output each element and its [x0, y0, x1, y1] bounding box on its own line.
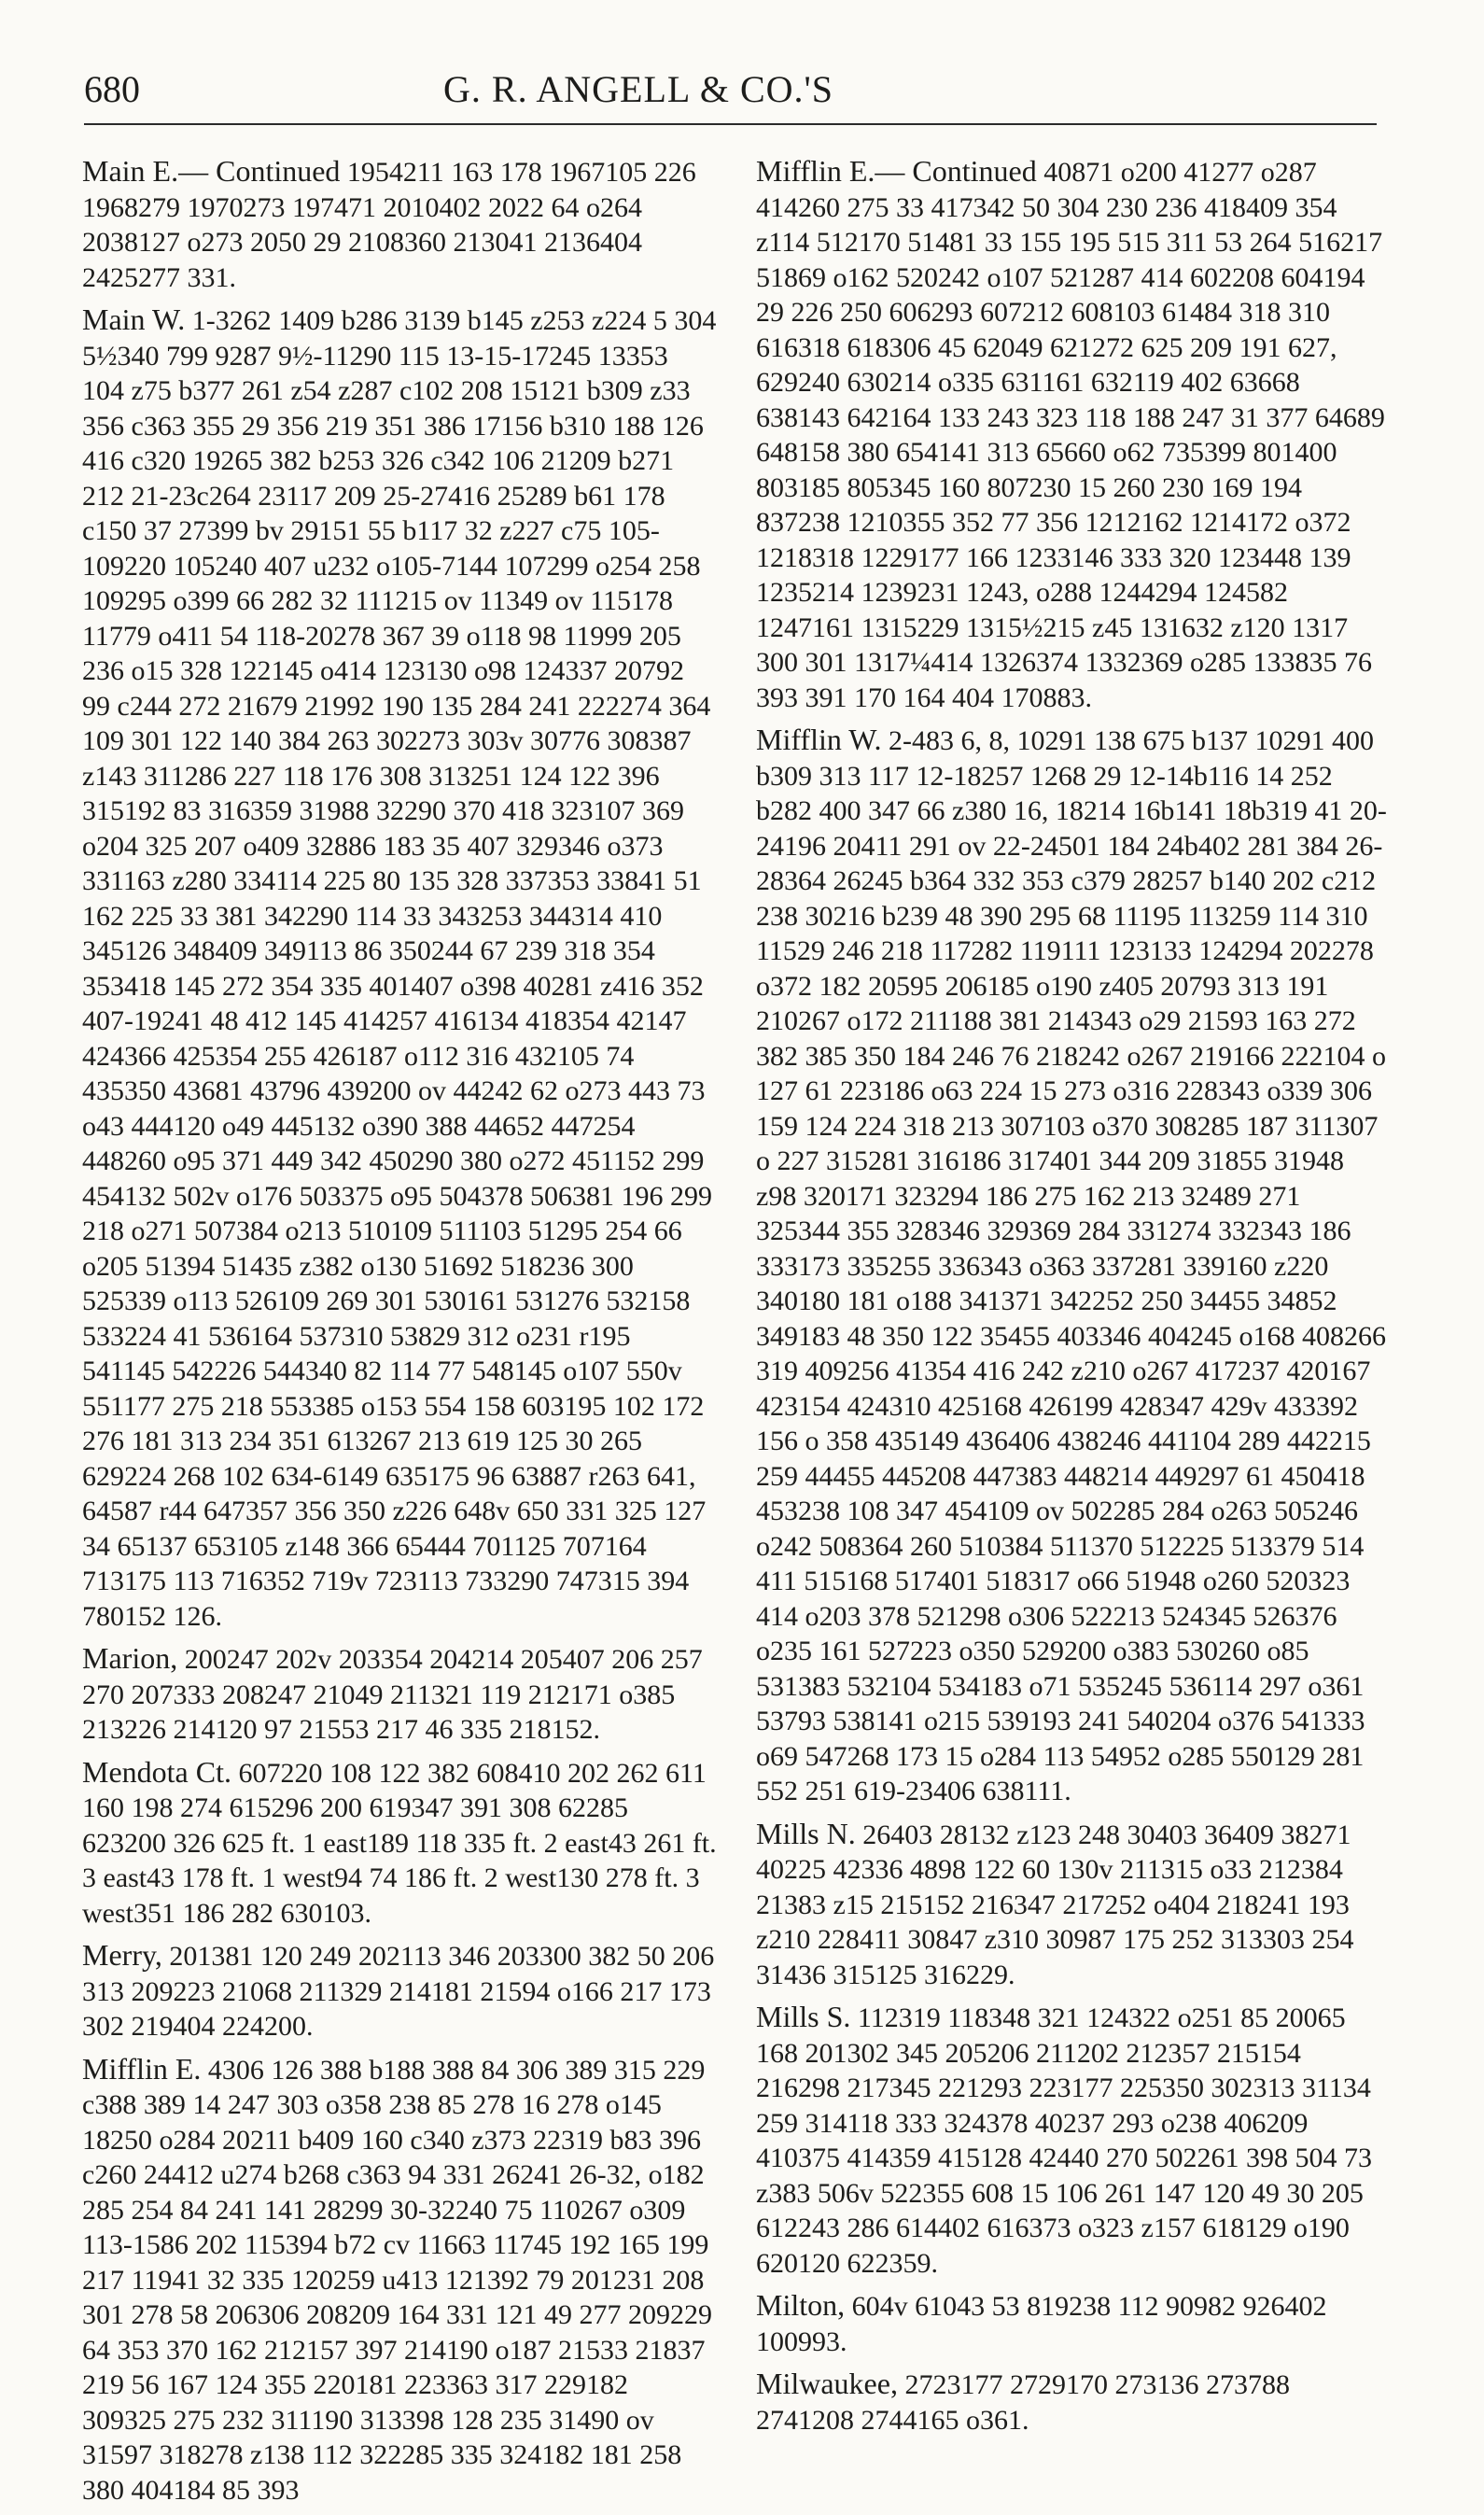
street-entry	[82, 1938, 721, 2044]
house-numbers: 2-483 6, 8, 10291 138 675 b137 10291 400 b309 313 117 12-18257 1268 29 12-14b116 14 252 b282 400 347 66 z380 16, 18214 16b141 18b319 41 20-24196 20411 291 ov 22-24501 184 24b402 281 384 26-28364 26245 b364 332 353 c379 28257 b140 202 c212 238 30216 b239 48 390 295 68 11195 113259 114 310 11529 246 218 117282 119111 123133 124294 202278 o372 182 20595 206185 o190 z405 20793 313 191 210267 o172 211188 381 214343 o29 21593 163 272 382 385 350 184 246 76 218242 o267 219166 222104 o 127 61 223186 o63 224 15 273 o316 228343 o339 306 159 124 224 318 213 307103 o370 308285 187 311307 o 227 315281 316186 317401 344 209 31855 31948 z98 320171 323294 186 275 162 213 32489 271 325344 355 328346 329369 284 331274 332343 186 333173 335255 336343 o363 337281 339160 z220 340180 181 o188 341371 342252 250 34455 34852 349183 48 350 122 35455 403346 404245 o168 408266 319 409256 41354 416 242 z210 o267 417237 420167 423154 424310 425168 426199 428347 429v 433392 156 o 358 435149 436406 438246 441104 289 442215 259 44455 445208 447383 448214 449297 61 450418 453238 108 347 454109 ov 502285 284 o263 505246 o242 508364 260 510384 511370 512225 513379 514 411 515168 517401 518317 o66 51948 o260 520323 414 o203 378 521298 o306 522213 524345 526376 o235 161 527223 o350 529200 o383 530260 o85 531383 532104 534183 o71 535245 536114 297 o361 53793 538141 o215 539193 241 540204 o376 541333 o69 547268 173 15 o284 113 54952 o285 550129 281 552 251 619-23406 638111.	[756, 725, 1393, 1806]
street-name: Mifflin E.	[82, 2051, 202, 2086]
street-entry	[82, 1641, 717, 1748]
street-name: Merry,	[82, 1938, 162, 1972]
street-name: Mills N.	[756, 1816, 856, 1850]
page-header	[84, 67, 1377, 123]
street-entry	[756, 2367, 1391, 2438]
house-numbers: 201381 120 249 202113 346 203300 382 50 206 313 209223 21068 211329 214181 21594 o166 217 173 302 219404 224200.	[82, 1941, 721, 2042]
house-numbers: 40871 o200 41277 o287 414260 275 33 417342 50 304 230 236 418409 354 z114 512170 51481 33 155 195 515 311 53 264 516217 51869 o162 520242 o107 521287 414 602208 604194 29 226 250 606293 607212 608103 61484 318 310 616318 618306 45 62049 621272 625 209 191 627, 629240 630214 o335 631161 632119 402 63668 638143 642164 133 243 323 118 188 247 31 377 64689 648158 380 654141 313 65660 o62 735399 801400 803185 805345 160 807230 15 260 230 169 194 837238 1210355 352 77 356 1212162 1214172 o372 1218318 1229177 166 1233146 333 320 123448 139 1235214 1239231 1243, o288 1244294 124582 1247161 1315229 1315½215 z45 131632 z120 1317 300 301 1317¼414 1326374 1332369 o285 133835 76 393 391 170 164 404 170883.	[756, 157, 1393, 713]
house-numbers: 607220 108 122 382 608410 202 262 611 160 198 274 615296 200 619347 391 308 62285 623200 326 625 ft. 1 east189 118 335 ft. 2 east43 261 ft. 3 east43 178 ft. 1 west94 74 186 ft. 2 west130 278 ft. 3 west351 186 282 630103.	[82, 1757, 724, 1929]
house-numbers: 200247 202v 203354 204214 205407 206 257 270 207333 208247 21049 211321 119 212171 o385 213226 214120 97 21553 217 46 335 218152.	[82, 1644, 710, 1745]
house-numbers: 1954211 163 178 1967105 226 1968279 1970273 197471 2010402 2022 64 o264 2038127 o273 2050 29 2108360 213041 2136404 2425277 331.	[82, 157, 704, 293]
street-name: Main W.	[82, 302, 186, 336]
street-entry	[756, 723, 1391, 1809]
house-numbers: 4306 126 388 b188 388 84 306 389 315 229 c388 389 14 247 303 o358 238 85 278 16 278 o145 18250 o284 20211 b409 160 c340 z373 22319 b83 396 c260 24412 u274 b268 c363 94 331 26241 26-32, o182 285 254 84 241 141 28299 30-32240 75 110267 o309 113-1586 202 115394 b72 cv 11663 11745 192 165 199 217 11941 32 335 120259 u413 121392 79 201231 208 301 278 58 206306 208209 164 331 121 49 277 209229 64 353 370 162 212157 397 214190 o187 21533 21837 219 56 167 124 355 220181 223363 317 229182 309325 275 232 311190 313398 128 235 31490 ov 31597 318278 z138 112 322285 335 324182 181 258 380 404184 85 393	[82, 2054, 720, 2506]
street-name: Marion,	[82, 1641, 178, 1675]
street-name: Mills S.	[756, 2000, 851, 2033]
street-entry	[82, 154, 717, 295]
page-number: 680	[84, 68, 140, 110]
street-entry	[756, 2288, 1391, 2359]
left-column	[82, 154, 724, 2515]
street-name: Milwaukee,	[756, 2367, 898, 2400]
street-name: Mifflin W.	[756, 723, 882, 756]
street-entry	[756, 1817, 1391, 1993]
street-entry	[756, 154, 1391, 715]
street-entry	[82, 302, 723, 1634]
street-entry	[756, 2000, 1391, 2281]
street-entry	[82, 1754, 724, 1932]
house-numbers: 1-3262 1409 b286 3139 b145 z253 z224 5 304 5½340 799 9287 9½-11290 115 13-15-17245 13353 104 z75 b377 261 z54 z287 c102 208 15121 b309 z33 356 c363 355 29 356 219 351 386 17156 b310 188 126 416 c320 19265 382 b253 326 c342 106 21209 b271 212 21-23c264 23117 209 25-27416 25289 b61 178 c150 37 27399 bv 29151 55 b117 32 z227 c75 105-109220 105240 407 u232 o105-7144 107299 o254 258 109295 o399 66 282 32 111215 ov 11349 ov 115178 11779 o411 54 118-20278 367 39 o118 98 11999 205 236 o15 328 122145 o414 123130 o98 124337 20792 99 c244 272 21679 21992 190 135 284 241 222274 364 109 301 122 140 384 263 302273 303v 30776 308387 z143 311286 227 118 176 308 313251 124 122 396 315192 83 316359 31988 32290 370 418 323107 369 o204 325 207 o409 32886 183 35 407 329346 o373 331163 z280 334114 225 80 135 328 337353 33841 51 162 225 33 381 342290 114 33 343253 344314 410 345126 348409 349113 86 350244 67 239 318 354 353418 145 272 354 335 401407 o398 40281 z416 352 407-19241 48 412 145 414257 416134 418354 42147 424366 425354 255 426187 o112 316 432105 74 435350 43681 43796 439200 ov 44242 62 o273 443 73 o43 444120 o49 445132 o390 388 44652 447254 448260 o95 371 449 342 450290 380 o272 451152 299 454132 502v o176 503375 o95 504378 506381 196 299 218 o271 507384 o213 510109 511103 51295 254 66 o205 51394 51435 z382 o130 51692 518236 300 525339 o113 526109 269 301 530161 531276 532158 533224 41 536164 537310 53829 312 o231 r195 541145 542226 544340 82 114 77 548145 o107 550v 551177 275 218 553385 o153 554 158 603195 102 172 276 181 313 234 351 613267 213 619 125 30 265 629224 268 102 634-6149 635175 96 63887 r263 641, 64587 r44 647357 356 350 z226 648v 650 331 325 127 34 65137 653105 z148 366 65444 701125 707164 713175 113 716352 719v 723113 733290 747315 394 780152 126.	[82, 305, 723, 1632]
header-rule	[84, 123, 1377, 125]
house-numbers: 604v 61043 53 819238 112 90982 926402 100993.	[756, 2291, 1335, 2357]
street-name: Mifflin E.— Continued	[756, 154, 1037, 188]
street-name: Milton,	[756, 2288, 846, 2322]
right-column	[756, 154, 1391, 2445]
house-numbers: 26403 28132 z123 248 30403 36409 38271 40225 42336 4898 122 60 130v 211315 o33 212384 21383 z15 215152 216347 217252 o404 218241 193 z210 228411 30847 z310 30987 175 252 313303 254 31436 315125 316229.	[756, 1819, 1362, 1990]
street-entry	[82, 2051, 720, 2508]
street-name: Main E.— Continued	[82, 154, 341, 188]
house-numbers: 112319 118348 321 124322 o251 85 20065 168 201302 345 205206 211202 212357 215154 216298 217345 221293 223177 225350 302313 31134 259 314118 333 324378 40237 293 o238 406209 410375 414359 415128 42440 270 502261 398 504 73 z383 506v 522355 608 15 106 261 147 120 49 30 205 612243 286 614402 616373 o323 z157 618129 o190 620120 622359.	[756, 2002, 1379, 2279]
street-name: Mendota Ct.	[82, 1754, 231, 1789]
page-title: G. R. ANGELL & CO.'S	[443, 68, 833, 110]
house-numbers: 2723177 2729170 273136 273788 2741208 2744165 o361.	[756, 2369, 1297, 2436]
